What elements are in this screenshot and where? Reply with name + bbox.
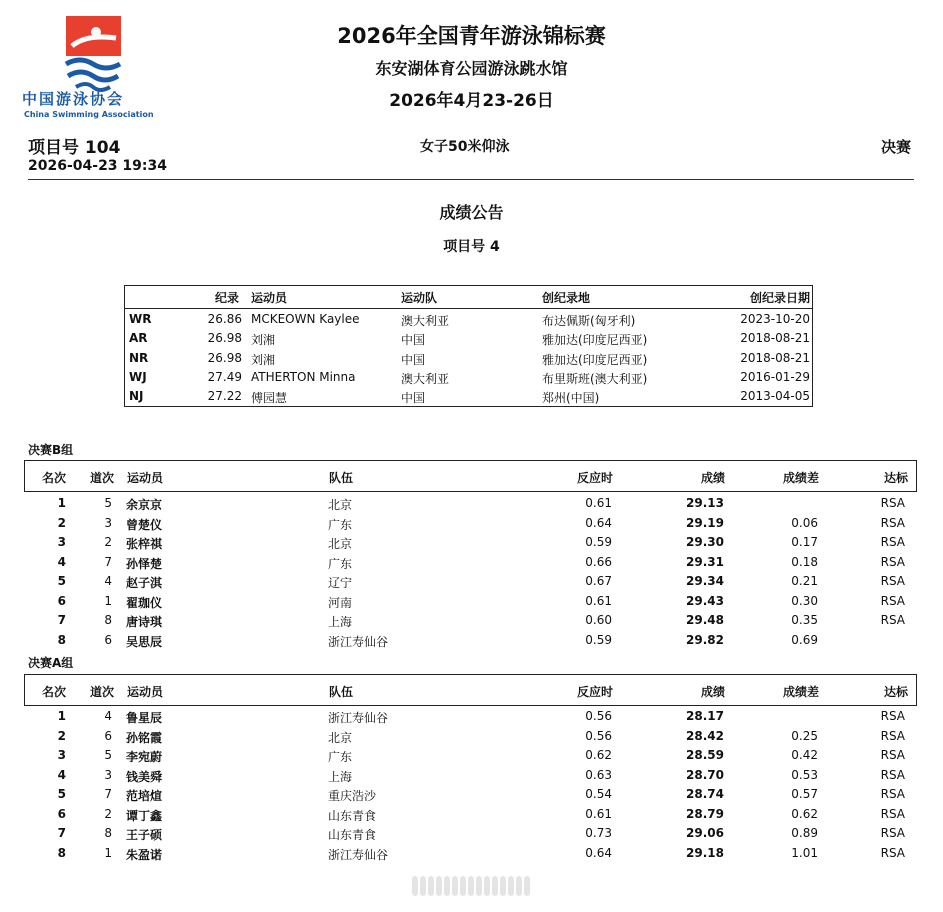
result-time: 29.34 <box>686 574 724 588</box>
header-divider <box>28 179 914 180</box>
result-name: 吴思辰 <box>126 634 163 649</box>
result-name: 赵子淇 <box>126 576 163 590</box>
result-diff: 0.53 <box>791 767 818 782</box>
result-row <box>24 553 915 573</box>
result-row <box>24 611 915 631</box>
record-place: 布达佩斯(匈牙利) <box>542 314 636 328</box>
result-team: 北京 <box>328 498 353 512</box>
result-time: 29.30 <box>686 535 724 549</box>
result-lane: 1 <box>104 593 112 608</box>
group-title-a: 决赛A组 <box>28 656 74 670</box>
result-rank: 8 <box>57 845 66 860</box>
result-time: 28.70 <box>686 767 724 782</box>
results-header-diff: 成绩差 <box>782 471 819 485</box>
result-rank: 1 <box>57 709 66 723</box>
result-rt: 0.60 <box>585 613 612 627</box>
record-place: 雅加达(印度尼西亚) <box>542 333 648 348</box>
result-name: 唐诗琪 <box>126 615 163 629</box>
result-rank: 4 <box>57 554 66 569</box>
result-lane: 2 <box>104 535 112 549</box>
record-team: 中国 <box>401 333 426 348</box>
result-row <box>24 824 915 844</box>
result-team: 北京 <box>328 537 353 551</box>
rec-header-date: 创纪录日期 <box>749 291 810 305</box>
result-lane: 6 <box>104 728 112 743</box>
results-header-name: 运动员 <box>127 471 164 485</box>
result-rt: 0.67 <box>585 574 612 588</box>
result-team: 河南 <box>328 595 353 610</box>
result-name: 曾楚仪 <box>126 517 163 532</box>
result-std: RSA <box>880 806 905 821</box>
record-code: WR <box>129 312 152 326</box>
result-row <box>24 572 915 592</box>
result-team: 浙江寿仙谷 <box>328 634 389 649</box>
result-std: RSA <box>880 767 905 782</box>
record-code: NR <box>129 350 149 365</box>
result-row <box>24 514 915 534</box>
result-std: RSA <box>880 728 905 743</box>
result-rank: 4 <box>57 767 66 782</box>
result-name: 谭丁鑫 <box>126 808 163 823</box>
record-time: 27.49 <box>207 369 242 384</box>
result-rt: 0.56 <box>585 728 612 743</box>
result-lane: 7 <box>104 554 112 569</box>
result-std: RSA <box>880 826 905 840</box>
result-time: 29.18 <box>686 845 724 860</box>
result-time: 28.59 <box>686 748 724 762</box>
result-team: 山东青食 <box>328 808 377 823</box>
result-team: 上海 <box>328 615 353 629</box>
result-rank: 5 <box>57 574 66 588</box>
result-std: RSA <box>880 845 905 860</box>
result-time: 29.82 <box>686 632 724 647</box>
results-header-lane: 道次 <box>90 685 115 699</box>
record-place: 郑州(中国) <box>542 391 600 406</box>
event-name: 女子50米仰泳 <box>420 139 510 155</box>
result-rt: 0.59 <box>585 535 612 549</box>
result-std: RSA <box>880 515 905 530</box>
record-time: 26.98 <box>207 350 242 365</box>
result-rt: 0.59 <box>585 632 612 647</box>
result-std: RSA <box>880 554 905 569</box>
record-date: 2013-04-05 <box>740 389 810 404</box>
record-row <box>125 329 812 348</box>
logo-cn-text: 中国游泳协会 <box>22 90 125 108</box>
venue-title: 东安湖体育公园游泳跳水馆 <box>375 59 568 78</box>
result-diff: 0.89 <box>791 826 818 840</box>
record-row <box>125 368 812 387</box>
result-diff: 0.17 <box>791 535 818 549</box>
record-date: 2018-08-21 <box>740 350 810 365</box>
result-team: 广东 <box>328 750 353 764</box>
result-lane: 4 <box>104 574 112 588</box>
result-row <box>24 766 915 786</box>
results-header-time: 成绩 <box>700 685 725 699</box>
record-time: 26.86 <box>207 312 242 326</box>
result-lane: 3 <box>104 515 112 530</box>
result-lane: 5 <box>104 748 112 762</box>
result-name: 朱盈诺 <box>126 847 163 862</box>
result-std: RSA <box>880 613 905 627</box>
result-row <box>24 844 915 864</box>
result-name: 李宛蔚 <box>126 750 163 764</box>
rec-header-athlete: 运动员 <box>251 291 288 305</box>
announcement-subtitle: 项目号 4 <box>443 239 500 255</box>
record-place: 雅加达(印度尼西亚) <box>542 352 648 367</box>
results-header-time: 成绩 <box>700 471 725 485</box>
rec-header-team: 运动队 <box>401 291 438 305</box>
result-row <box>24 533 915 553</box>
result-rank: 3 <box>57 535 66 549</box>
result-lane: 3 <box>104 767 112 782</box>
event-number: 项目号 104 <box>28 138 121 158</box>
results-header-b <box>24 460 917 492</box>
record-team: 中国 <box>401 352 426 367</box>
result-name: 范培煊 <box>126 789 163 803</box>
result-name: 翟珈仪 <box>126 595 163 610</box>
result-team: 上海 <box>328 769 353 784</box>
result-time: 29.43 <box>686 593 724 608</box>
record-team: 澳大利亚 <box>401 314 450 328</box>
event-datetime: 2026-04-23 19:34 <box>28 158 167 174</box>
result-lane: 1 <box>104 845 112 860</box>
result-rt: 0.63 <box>585 767 612 782</box>
result-rt: 0.66 <box>585 554 612 569</box>
rec-header-place: 创纪录地 <box>542 291 591 305</box>
result-rt: 0.61 <box>585 806 612 821</box>
result-std: RSA <box>880 709 905 723</box>
result-diff: 0.18 <box>791 554 818 569</box>
result-row <box>24 746 915 766</box>
result-rank: 2 <box>57 515 66 530</box>
result-team: 广东 <box>328 556 353 571</box>
rec-header-divider <box>125 308 812 309</box>
logo-en-text: China Swimming Association <box>24 110 154 119</box>
result-row <box>24 805 915 825</box>
result-diff: 0.57 <box>791 787 818 801</box>
result-diff: 0.35 <box>791 613 818 627</box>
result-diff: 0.62 <box>791 806 818 821</box>
result-rt: 0.61 <box>585 593 612 608</box>
result-team: 浙江寿仙谷 <box>328 847 389 862</box>
record-date: 2018-08-21 <box>740 331 810 346</box>
result-diff: 1.01 <box>791 845 818 860</box>
result-name: 余京京 <box>126 498 163 512</box>
records-table <box>124 285 813 407</box>
result-time: 28.17 <box>686 709 724 723</box>
result-row <box>24 707 915 727</box>
result-lane: 4 <box>104 709 112 723</box>
result-lane: 7 <box>104 787 112 801</box>
result-rank: 5 <box>57 787 66 801</box>
result-rt: 0.61 <box>585 496 612 510</box>
result-time: 28.79 <box>686 806 724 821</box>
result-rt: 0.54 <box>585 787 612 801</box>
result-lane: 8 <box>104 613 112 627</box>
results-header-team: 队伍 <box>329 685 354 699</box>
results-header-team: 队伍 <box>329 471 354 485</box>
results-header-diff: 成绩差 <box>782 685 819 699</box>
result-name: 张梓祺 <box>126 537 163 551</box>
result-team: 山东青食 <box>328 828 377 842</box>
results-header-a <box>24 674 917 706</box>
result-rank: 6 <box>57 593 66 608</box>
result-rt: 0.62 <box>585 748 612 762</box>
result-row <box>24 631 915 651</box>
record-row <box>125 349 812 368</box>
results-header-std: 达标 <box>883 471 908 485</box>
result-time: 28.42 <box>686 728 724 743</box>
record-athlete: 刘湘 <box>251 352 276 367</box>
result-rank: 1 <box>57 496 66 510</box>
record-date: 2016-01-29 <box>740 369 810 384</box>
result-team: 北京 <box>328 730 353 745</box>
dates-title: 2026年4月23-26日 <box>389 91 554 111</box>
result-diff: 0.06 <box>791 515 818 530</box>
result-std: RSA <box>880 496 905 510</box>
result-std: RSA <box>880 593 905 608</box>
result-team: 浙江寿仙谷 <box>328 711 389 725</box>
results-header-lane: 道次 <box>90 471 115 485</box>
result-row <box>24 592 915 612</box>
result-time: 29.06 <box>686 826 724 840</box>
result-diff: 0.42 <box>791 748 818 762</box>
record-code: AR <box>129 331 148 346</box>
result-time: 28.74 <box>686 787 724 801</box>
result-team: 广东 <box>328 517 353 532</box>
result-diff: 0.21 <box>791 574 818 588</box>
record-code: NJ <box>129 389 144 404</box>
result-lane: 5 <box>104 496 112 510</box>
result-row <box>24 727 915 747</box>
result-rank: 2 <box>57 728 66 743</box>
result-rt: 0.64 <box>585 845 612 860</box>
result-time: 29.13 <box>686 496 724 510</box>
result-std: RSA <box>880 748 905 762</box>
rec-header-record: 纪录 <box>215 291 240 305</box>
results-header-std: 达标 <box>883 685 908 699</box>
record-athlete: MCKEOWN Kaylee <box>251 312 360 326</box>
record-athlete: ATHERTON Minna <box>251 369 356 384</box>
result-diff: 0.30 <box>791 593 818 608</box>
result-rank: 8 <box>57 632 66 647</box>
record-team: 澳大利亚 <box>401 371 450 386</box>
record-time: 26.98 <box>207 331 242 346</box>
result-name: 钱美舜 <box>126 769 163 784</box>
results-header-rank: 名次 <box>42 471 67 485</box>
result-row <box>24 785 915 805</box>
result-lane: 2 <box>104 806 112 821</box>
result-time: 29.48 <box>686 613 724 627</box>
result-name: 孙怿楚 <box>126 556 163 571</box>
event-round: 决赛 <box>880 138 911 156</box>
result-rank: 3 <box>57 748 66 762</box>
record-row <box>125 310 812 329</box>
result-diff: 0.69 <box>791 632 818 647</box>
record-place: 布里斯班(澳大利亚) <box>542 371 648 386</box>
result-row <box>24 494 915 514</box>
record-athlete: 傅园慧 <box>251 391 288 406</box>
result-rank: 6 <box>57 806 66 821</box>
record-code: WJ <box>129 369 147 384</box>
results-header-rt: 反应时 <box>576 471 613 485</box>
result-std: RSA <box>880 574 905 588</box>
result-rt: 0.73 <box>585 826 612 840</box>
result-diff: 0.25 <box>791 728 818 743</box>
results-header-rt: 反应时 <box>576 685 613 699</box>
result-name: 王子硕 <box>126 828 163 842</box>
result-team: 辽宁 <box>328 576 353 590</box>
record-team: 中国 <box>401 391 426 406</box>
result-std: RSA <box>880 535 905 549</box>
announcement-title: 成绩公告 <box>439 203 504 222</box>
record-time: 27.22 <box>207 389 242 404</box>
group-title-b: 决赛B组 <box>28 443 74 457</box>
page-indicator[interactable] <box>412 876 540 898</box>
result-rank: 7 <box>57 826 66 840</box>
result-rank: 7 <box>57 613 66 627</box>
results-header-name: 运动员 <box>127 685 164 699</box>
result-name: 孙铭霞 <box>126 730 163 745</box>
result-time: 29.31 <box>686 554 724 569</box>
championship-title: 2026年全国青年游泳锦标赛 <box>337 24 606 48</box>
result-std: RSA <box>880 787 905 801</box>
results-header-rank: 名次 <box>42 685 67 699</box>
result-team: 重庆浩沙 <box>328 789 377 803</box>
result-time: 29.19 <box>686 515 724 530</box>
result-name: 鲁星辰 <box>126 711 163 725</box>
result-lane: 6 <box>104 632 112 647</box>
record-row <box>125 387 812 406</box>
result-rt: 0.64 <box>585 515 612 530</box>
result-rt: 0.56 <box>585 709 612 723</box>
record-date: 2023-10-20 <box>740 312 810 326</box>
record-athlete: 刘湘 <box>251 333 276 348</box>
result-lane: 8 <box>104 826 112 840</box>
